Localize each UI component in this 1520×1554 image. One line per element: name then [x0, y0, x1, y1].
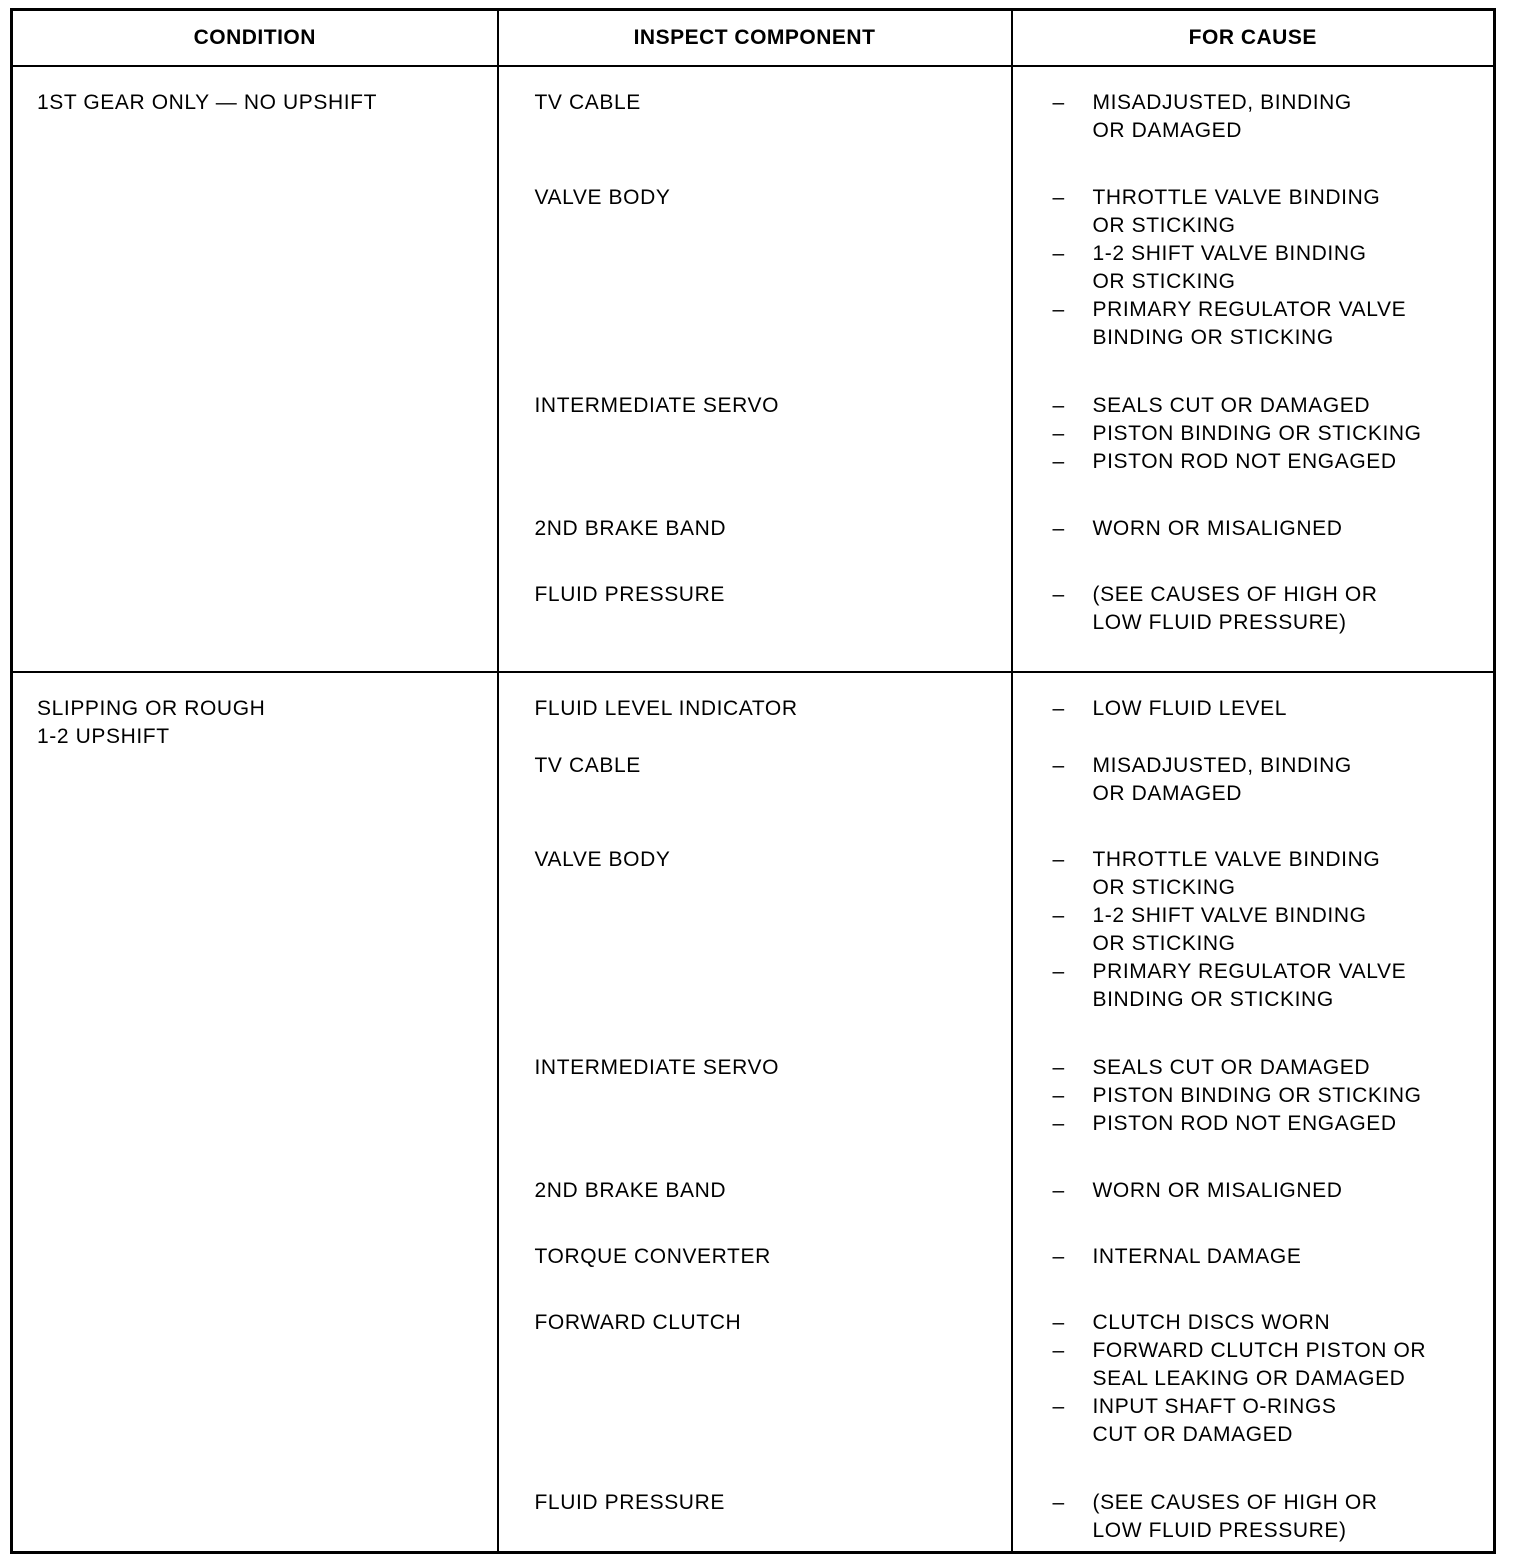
cause-text: CLUTCH DISCS WORN	[1092, 1311, 1331, 1334]
cause-text: PISTON ROD NOT ENGAGED	[1092, 450, 1397, 473]
cause-group	[1053, 1054, 1494, 1177]
cause-cell	[1012, 66, 1495, 672]
cause-text: (SEE CAUSES OF HIGH OR LOW FLUID PRESSURE)	[1092, 1491, 1378, 1542]
cause-text: 1-2 SHIFT VALVE BINDING OR STICKING	[1092, 904, 1367, 955]
cause-text: SEALS CUT OR DAMAGED	[1092, 1056, 1371, 1079]
cause-item	[1053, 1337, 1494, 1393]
cause-item	[1053, 1393, 1494, 1449]
diagnosis-table	[10, 8, 1496, 1554]
dash-bullet-icon: –	[1052, 242, 1065, 265]
dash-bullet-icon: –	[1052, 1491, 1065, 1514]
cause-item	[1053, 515, 1494, 543]
cause-text: SEALS CUT OR DAMAGED	[1092, 394, 1371, 417]
component-item: INTERMEDIATE SERVO	[534, 394, 780, 417]
cause-group	[1053, 695, 1494, 752]
cause-group	[1053, 392, 1494, 515]
condition-cell: 1ST GEAR ONLY — NO UPSHIFT	[12, 66, 498, 672]
cause-item	[1053, 1243, 1494, 1271]
cause-item	[1053, 1110, 1494, 1138]
component-cell	[498, 66, 1012, 672]
cause-item	[1053, 1489, 1494, 1545]
cause-text: PISTON BINDING OR STICKING	[1092, 422, 1422, 445]
cause-text: THROTTLE VALVE BINDING OR STICKING	[1092, 848, 1381, 899]
cause-item	[1053, 581, 1494, 637]
component-item: TORQUE CONVERTER	[534, 1245, 771, 1268]
cause-item	[1053, 448, 1494, 476]
dash-bullet-icon: –	[1052, 1084, 1065, 1107]
dash-bullet-icon: –	[1052, 517, 1065, 540]
cause-group	[1053, 1177, 1494, 1243]
cause-item	[1053, 392, 1494, 420]
cause-item	[1053, 1054, 1494, 1082]
component-item: FLUID PRESSURE	[534, 1491, 725, 1514]
dash-bullet-icon: –	[1052, 91, 1065, 114]
dash-bullet-icon: –	[1052, 754, 1065, 777]
cause-text: PISTON ROD NOT ENGAGED	[1092, 1112, 1397, 1135]
component-item: FLUID PRESSURE	[534, 583, 725, 606]
cause-item	[1053, 1082, 1494, 1110]
component-cell	[498, 672, 1012, 1552]
cause-group	[1053, 89, 1494, 184]
dash-bullet-icon: –	[1052, 186, 1065, 209]
cause-text: THROTTLE VALVE BINDING OR STICKING	[1092, 186, 1381, 237]
cause-group	[1053, 752, 1494, 846]
cause-text: PRIMARY REGULATOR VALVE BINDING OR STICKING	[1092, 960, 1407, 1011]
cause-text: 1-2 SHIFT VALVE BINDING OR STICKING	[1092, 242, 1367, 293]
cause-item	[1053, 240, 1494, 296]
component-item: TV CABLE	[534, 91, 641, 114]
cause-item	[1053, 1309, 1494, 1337]
dash-bullet-icon: –	[1052, 697, 1065, 720]
cause-cell	[1012, 672, 1495, 1552]
cause-text: LOW FLUID LEVEL	[1092, 697, 1288, 720]
component-item: 2ND BRAKE BAND	[534, 1179, 727, 1202]
component-item: TV CABLE	[534, 754, 641, 777]
cause-group	[1053, 515, 1494, 581]
dash-bullet-icon: –	[1052, 960, 1065, 983]
cause-text: INPUT SHAFT O-RINGS CUT OR DAMAGED	[1092, 1395, 1337, 1446]
cause-text: (SEE CAUSES OF HIGH OR LOW FLUID PRESSURE)	[1092, 583, 1378, 634]
cause-group	[1053, 184, 1494, 392]
dash-bullet-icon: –	[1052, 1056, 1065, 1079]
dash-bullet-icon: –	[1052, 298, 1065, 321]
dash-bullet-icon: –	[1052, 1112, 1065, 1135]
table-row	[12, 66, 1495, 672]
cause-item	[1053, 420, 1494, 448]
table-row	[12, 672, 1495, 1552]
cause-item	[1053, 695, 1494, 723]
component-item: FORWARD CLUTCH	[534, 1311, 742, 1334]
component-item: FLUID LEVEL INDICATOR	[534, 697, 798, 720]
condition-header: CONDITION	[12, 10, 498, 67]
table-body	[12, 66, 1495, 1552]
cause-text: PRIMARY REGULATOR VALVE BINDING OR STICKING	[1092, 298, 1407, 349]
dash-bullet-icon: –	[1052, 1311, 1065, 1334]
cause-text: MISADJUSTED, BINDING OR DAMAGED	[1092, 754, 1352, 805]
dash-bullet-icon: –	[1052, 1339, 1065, 1362]
component-item: VALVE BODY	[534, 186, 671, 209]
cause-text: INTERNAL DAMAGE	[1092, 1245, 1302, 1268]
cause-group	[1053, 1243, 1494, 1309]
header-row	[12, 10, 1495, 67]
component-item: 2ND BRAKE BAND	[534, 517, 727, 540]
cause-text: WORN OR MISALIGNED	[1092, 517, 1343, 540]
dash-bullet-icon: –	[1052, 848, 1065, 871]
component-header: INSPECT COMPONENT	[498, 10, 1012, 67]
cause-item	[1053, 1177, 1494, 1205]
cause-text: MISADJUSTED, BINDING OR DAMAGED	[1092, 91, 1352, 142]
component-item: INTERMEDIATE SERVO	[534, 1056, 780, 1079]
cause-text: PISTON BINDING OR STICKING	[1092, 1084, 1422, 1107]
dash-bullet-icon: –	[1052, 904, 1065, 927]
cause-group	[1053, 1489, 1494, 1549]
cause-header: FOR CAUSE	[1012, 10, 1495, 67]
cause-item	[1053, 958, 1494, 1014]
cause-item	[1053, 184, 1494, 240]
cause-group	[1053, 581, 1494, 671]
cause-item	[1053, 846, 1494, 902]
dash-bullet-icon: –	[1052, 1179, 1065, 1202]
condition-cell: SLIPPING OR ROUGH 1-2 UPSHIFT	[12, 672, 498, 1552]
cause-group	[1053, 1309, 1494, 1489]
cause-text: FORWARD CLUTCH PISTON OR SEAL LEAKING OR DAMAGED	[1092, 1339, 1427, 1390]
dash-bullet-icon: –	[1052, 394, 1065, 417]
dash-bullet-icon: –	[1052, 422, 1065, 445]
cause-item	[1053, 752, 1494, 808]
cause-group	[1053, 846, 1494, 1054]
cause-item	[1053, 902, 1494, 958]
dash-bullet-icon: –	[1052, 1245, 1065, 1268]
cause-text: WORN OR MISALIGNED	[1092, 1179, 1343, 1202]
component-item: VALVE BODY	[534, 848, 671, 871]
dash-bullet-icon: –	[1052, 1395, 1065, 1418]
dash-bullet-icon: –	[1052, 583, 1065, 606]
dash-bullet-icon: –	[1052, 450, 1065, 473]
cause-item	[1053, 89, 1494, 145]
cause-item	[1053, 296, 1494, 352]
